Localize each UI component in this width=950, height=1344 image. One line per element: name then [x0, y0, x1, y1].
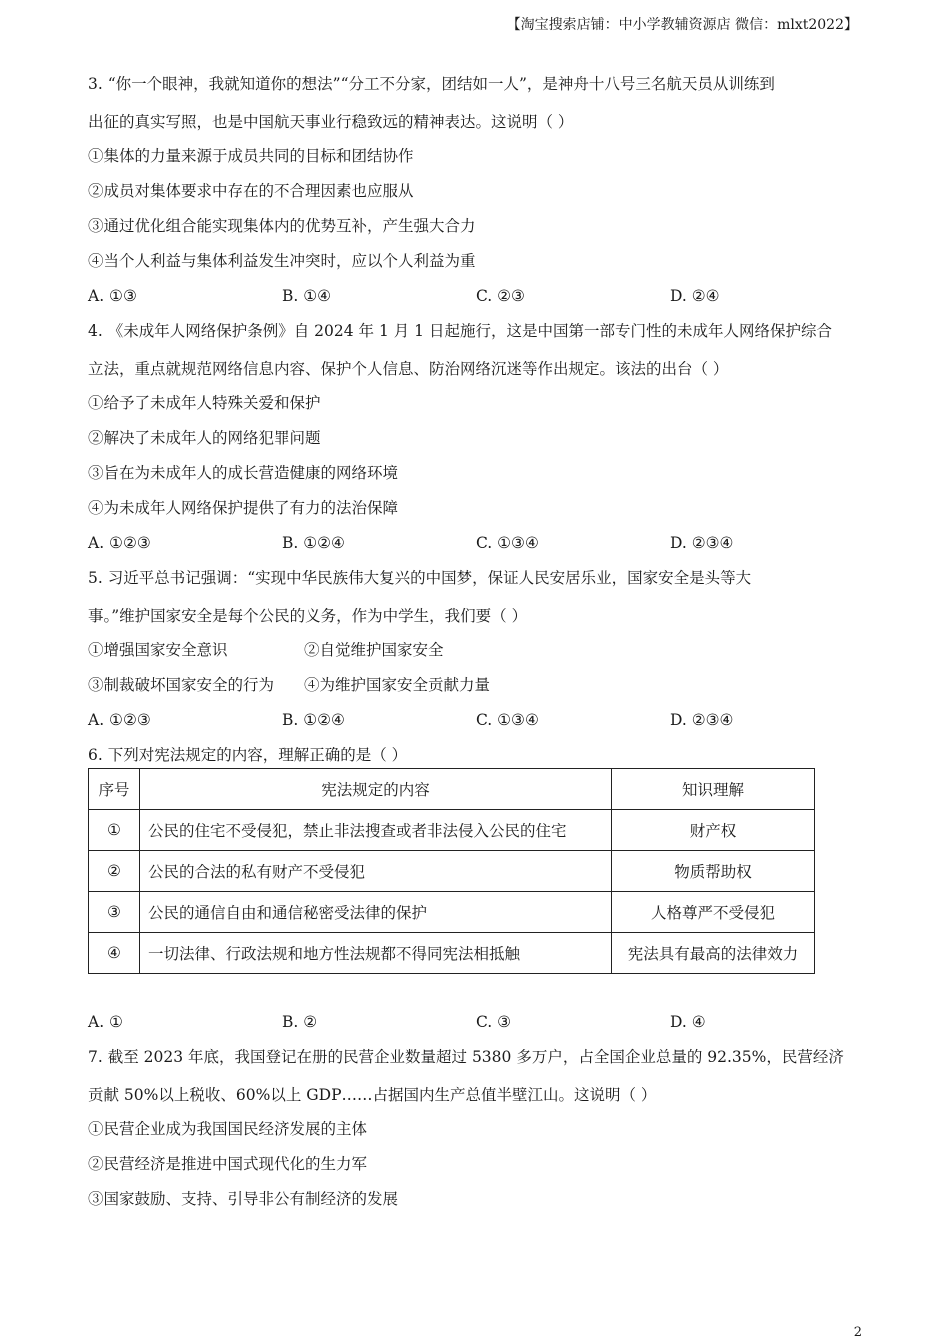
question-3-stem-line-1: 3. “你一个眼神，我就知道你的想法”“分工不分家，团结如一人”，是神舟十八号三名航天员从训练到: [88, 75, 775, 93]
question-4-option-2: ②解决了未成年人的网络犯罪问题: [88, 429, 321, 447]
question-7-option-3: ③国家鼓励、支持、引导非公有制经济的发展: [88, 1190, 399, 1208]
question-4-option-4: ④为未成年人网络保护提供了有力的法治保障: [88, 499, 399, 517]
choice-d[interactable]: D. ④: [670, 1013, 706, 1031]
question-4-option-1: ①给予了未成年人特殊关爱和保护: [88, 394, 321, 412]
question-5-option-2: ②自觉维护国家安全: [304, 641, 444, 659]
row-number: ③: [89, 892, 140, 933]
question-3-option-1: ①集体的力量来源于成员共同的目标和团结协作: [88, 147, 414, 165]
question-5-option-4: ④为维护国家安全贡献力量: [304, 676, 491, 694]
question-4-choices: [88, 533, 863, 553]
choice-b[interactable]: B. ①④: [282, 287, 332, 305]
question-3-choices: [88, 286, 863, 306]
choice-a[interactable]: A. ①②③: [88, 534, 151, 552]
row-understanding: 人格尊严不受侵犯: [612, 892, 815, 933]
header-understanding: 知识理解: [612, 769, 815, 810]
choice-c[interactable]: C. ②③: [476, 287, 525, 305]
row-number: ④: [89, 933, 140, 974]
choice-a[interactable]: A. ①③: [88, 287, 137, 305]
question-5-choices: [88, 710, 863, 730]
table-header-row: [89, 769, 815, 810]
question-7: [88, 1047, 863, 1209]
header-number: 序号: [89, 769, 140, 810]
choice-d[interactable]: D. ②③④: [670, 711, 734, 729]
choice-c[interactable]: C. ①③④: [476, 711, 539, 729]
choice-c[interactable]: C. ①③④: [476, 534, 539, 552]
page-number: 2: [853, 1325, 862, 1340]
question-4-option-3: ③旨在为未成年人的成长营造健康的网络环境: [88, 464, 399, 482]
row-understanding: 物质帮助权: [612, 851, 815, 892]
question-3-stem-line-2: 出征的真实写照，也是中国航天事业行稳致远的精神表达。这说明（ ）: [88, 113, 574, 131]
row-content: 公民的住宅不受侵犯，禁止非法搜查或者非法侵入公民的住宅: [140, 810, 612, 851]
exam-content: [88, 74, 863, 1224]
question-6-stem: 6. 下列对宪法规定的内容，理解正确的是（ ）: [88, 746, 408, 764]
row-number: ②: [89, 851, 140, 892]
row-understanding: 宪法具有最高的法律效力: [612, 933, 815, 974]
question-6: [88, 745, 863, 1032]
table-row: [89, 810, 815, 851]
row-understanding: 财产权: [612, 810, 815, 851]
page-header: 【淘宝搜索店铺：中小学教辅资源店 微信：mlxt2022】: [506, 17, 858, 33]
choice-a[interactable]: A. ①②③: [88, 711, 151, 729]
question-5-option-3: ③制裁破坏国家安全的行为: [88, 676, 275, 694]
choice-b[interactable]: B. ①②④: [282, 711, 345, 729]
table-row: [89, 851, 815, 892]
table-row: [89, 892, 815, 933]
question-3-option-4: ④当个人利益与集体利益发生冲突时，应以个人利益为重: [88, 252, 476, 270]
choice-b[interactable]: B. ①②④: [282, 534, 345, 552]
question-4: [88, 321, 863, 553]
row-content: 公民的合法的私有财产不受侵犯: [140, 851, 612, 892]
row-number: ①: [89, 810, 140, 851]
question-6-choices: [88, 1012, 863, 1032]
constitution-table: [88, 768, 815, 974]
question-3: [88, 74, 863, 306]
question-3-option-2: ②成员对集体要求中存在的不合理因素也应服从: [88, 182, 414, 200]
choice-b[interactable]: B. ②: [282, 1013, 318, 1031]
question-5-option-1: ①增强国家安全意识: [88, 641, 228, 659]
question-5-option-row-2: [88, 675, 863, 695]
question-5: [88, 568, 863, 730]
choice-d[interactable]: D. ②③④: [670, 534, 734, 552]
question-4-stem-line-1: 4. 《未成年人网络保护条例》自 2024 年 1 月 1 日起施行，这是中国第一部专门性的未成年人网络保护综合: [88, 322, 832, 340]
question-5-stem-line-1: 5. 习近平总书记强调：“实现中华民族伟大复兴的中国梦，保证人民安居乐业，国家安全是头等大: [88, 569, 752, 587]
row-content: 一切法律、行政法规和地方性法规都不得同宪法相抵触: [140, 933, 612, 974]
choice-c[interactable]: C. ③: [476, 1013, 512, 1031]
question-7-option-2: ②民营经济是推进中国式现代化的生力军: [88, 1155, 368, 1173]
question-5-option-row-1: [88, 640, 863, 660]
question-3-option-3: ③通过优化组合能实现集体内的优势互补，产生强大合力: [88, 217, 476, 235]
question-4-stem-line-2: 立法，重点就规范网络信息内容、保护个人信息、防治网络沉迷等作出规定。该法的出台（ ）: [88, 360, 729, 378]
header-content: 宪法规定的内容: [140, 769, 612, 810]
question-7-stem-line-1: 7. 截至 2023 年底，我国登记在册的民营企业数量超过 5380 多万户，占全国企业总量的 92.35%，民营经济: [88, 1048, 844, 1066]
row-content: 公民的通信自由和通信秘密受法律的保护: [140, 892, 612, 933]
question-7-stem-line-2: 贡献 50%以上税收、60%以上 GDP……占据国内生产总值半壁江山。这说明（ ）: [88, 1086, 657, 1104]
question-7-option-1: ①民营企业成为我国国民经济发展的主体: [88, 1120, 368, 1138]
choice-d[interactable]: D. ②④: [670, 287, 720, 305]
choice-a[interactable]: A. ①: [88, 1013, 123, 1031]
question-5-stem-line-2: 事。”维护国家安全是每个公民的义务，作为中学生，我们要（ ）: [88, 607, 528, 625]
table-row: [89, 933, 815, 974]
